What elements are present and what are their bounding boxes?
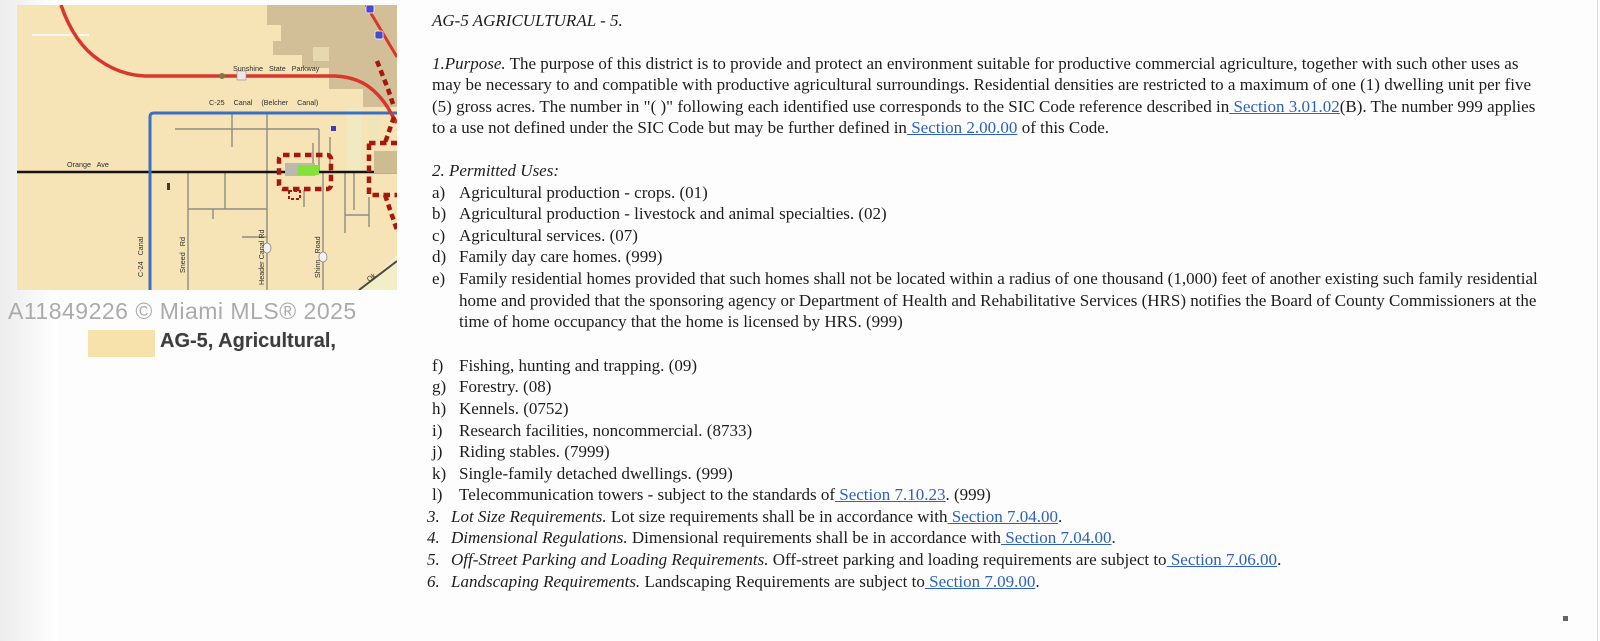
purpose-body-3: of this Code. [1017,118,1110,138]
section-lead: Landscaping Requirements. [451,571,641,591]
section-text [451,527,1544,549]
use-item-b [432,203,1544,225]
use-item-text: Research facilities, noncommercial. (8733) [459,420,753,440]
section-after: . [1035,571,1040,591]
use-item-text: Family day care homes. (999) [459,247,663,267]
use-item-a [432,182,1544,204]
section-lead: Off-Street Parking and Loading Requirements. [451,550,769,570]
purpose-body-1: The purpose of this district is to provide and protect an environment suitable for productive commercial agriculture, together with such other uses as may be necessary to and compatible with productive agricultural surroundings. Residential densities are restricted to a maximum of one (1) dwelling unit per five (5) gross acres. The number in "( )" following each identified use corresponds to the SIC Code reference described in [432,53,1532,116]
map-pale-strip-2 [369,115,379,145]
use-item-text: Riding stables. (7999) [459,442,610,462]
map-label-c24-canal: C-24 Canal [136,236,145,277]
section-body: Dimensional requirements shall be in accordance with [627,528,1002,548]
district-title: AG-5 AGRICULTURAL - 5. [432,11,623,30]
section-lot-size [427,506,1544,528]
zoning-map-image [17,5,397,290]
mls-watermark: A11849226 © Miami MLS® 2025 [8,298,357,324]
link-section-7-04-00-b[interactable]: Section 7.04.00 [1001,528,1112,548]
section-number: 5. [427,550,440,570]
use-item-l-before: Telecommunication towers - subject to the standards of [459,485,836,505]
stray-period-mark [1563,616,1568,621]
section-after: . [1111,528,1116,548]
use-item-text: Agricultural production - crops. (01) [459,182,708,202]
use-item-e [432,268,1544,333]
use-item-marker: g) [432,377,447,397]
section-number: 4. [427,528,440,548]
link-section-7-10-23[interactable]: Section 7.10.23 [835,485,946,505]
purpose-paragraph [432,53,1544,139]
use-item-k [432,463,1544,485]
use-item-text: Agricultural production - livestock and animal specialties. (02) [459,204,887,224]
map-tick-marker [167,183,170,190]
section-lead: Dimensional Regulations. [451,528,628,548]
map-label-shinn-road: Shinn Road [313,236,322,278]
map-label-sneed-rd: Sneed Rd [178,237,187,273]
section-body: Lot size requirements shall be in accordance with [606,506,948,526]
use-item-marker: d) [432,247,447,267]
use-item-l-after: . (999) [945,485,991,505]
use-item-marker: f) [432,355,444,375]
use-item-marker: i) [432,420,443,440]
link-section-2-00-00[interactable]: Section 2.00.00 [906,118,1018,138]
section-parking [427,549,1544,571]
section-text [451,571,1544,593]
link-section-3-01-02[interactable]: Section 3.01.02 [1229,96,1340,116]
zoning-map [17,5,397,290]
zoning-code-document [427,10,1544,592]
use-item-f [432,355,1544,377]
section-landscaping [427,571,1544,593]
map-green-parcel [298,165,319,175]
purpose-lead: 1.Purpose. [432,53,506,73]
map-parkway-marker [219,73,225,79]
use-item-marker: j) [432,442,443,462]
section-number: 6. [427,571,440,591]
use-item-text: Forestry. (08) [459,377,552,397]
map-label-corner-road: Ok [364,270,378,284]
use-item-text: Fishing, hunting and trapping. (09) [459,355,697,375]
use-item-text: Agricultural services. (07) [459,225,638,245]
section-lead: Lot Size Requirements. [451,506,607,526]
section-after: . [1057,506,1063,526]
list-gap [432,333,1544,355]
use-item-text: Single-family detached dwellings. (999) [459,463,733,483]
use-item-j [432,441,1544,463]
use-item-marker: a) [432,182,446,202]
section-dimensional [427,527,1544,549]
use-item-marker: c) [432,225,446,245]
use-item-text: Kennels. (0752) [459,398,569,418]
use-item-text [459,484,1544,506]
legend-color-swatch [88,330,155,357]
section-text [451,506,1544,528]
use-item-i [432,420,1544,442]
use-item-marker: e) [432,268,446,288]
map-parcel-notch [313,47,329,61]
use-item-g [432,376,1544,398]
section-body: Off-street parking and loading requirements are subject to [768,550,1167,570]
use-item-h [432,398,1544,420]
map-pale-strip [347,108,361,172]
map-blue-marker [331,126,336,131]
link-section-7-04-00[interactable]: Section 7.04.00 [947,506,1058,526]
link-section-7-06-00[interactable]: Section 7.06.00 [1166,550,1278,570]
use-item-text: Family residential homes provided that such homes shall not be located within a radius of one thousand (1,000) feet of another existing such family residential home and provided that the sponsoring agency or Department of Health and Rehabilitative Services (HRS) notifies the Board of County Commissioners at the time of home occupancy that the home is licensed by HRS. (999) [459,268,1538,332]
use-item-marker: b) [432,204,447,224]
map-label-header-canal-rd: Header Canal Rd [257,229,266,285]
section-body: Landscaping Requirements are subject to [640,571,925,591]
permitted-uses-heading: 2. Permitted Uses: [432,160,560,180]
map-label-parkway: Sunshine State Parkway [233,64,320,73]
use-item-l [432,484,1544,506]
page-right-border [1597,0,1598,641]
section-number: 3. [427,506,440,526]
map-edge-parcel [374,151,397,173]
section-after: . [1277,550,1282,570]
purpose-body-2: (B). The number 999 applies to a use not defined under the SIC Code but may be further defined in [432,96,1536,138]
use-item-d [432,246,1544,268]
map-label-orange-ave: Orange Ave [67,160,109,169]
link-section-7-09-00[interactable]: Section 7.09.00 [924,571,1036,591]
section-text [451,549,1544,571]
use-item-marker: l) [432,485,443,505]
use-item-c [432,225,1544,247]
map-label-c25-canal: C-25 Canal (Belcher Canal) [209,98,319,107]
use-item-marker: k) [432,463,447,483]
legend-label: AG-5, Agricultural, [160,330,336,352]
use-item-marker: h) [432,398,447,418]
